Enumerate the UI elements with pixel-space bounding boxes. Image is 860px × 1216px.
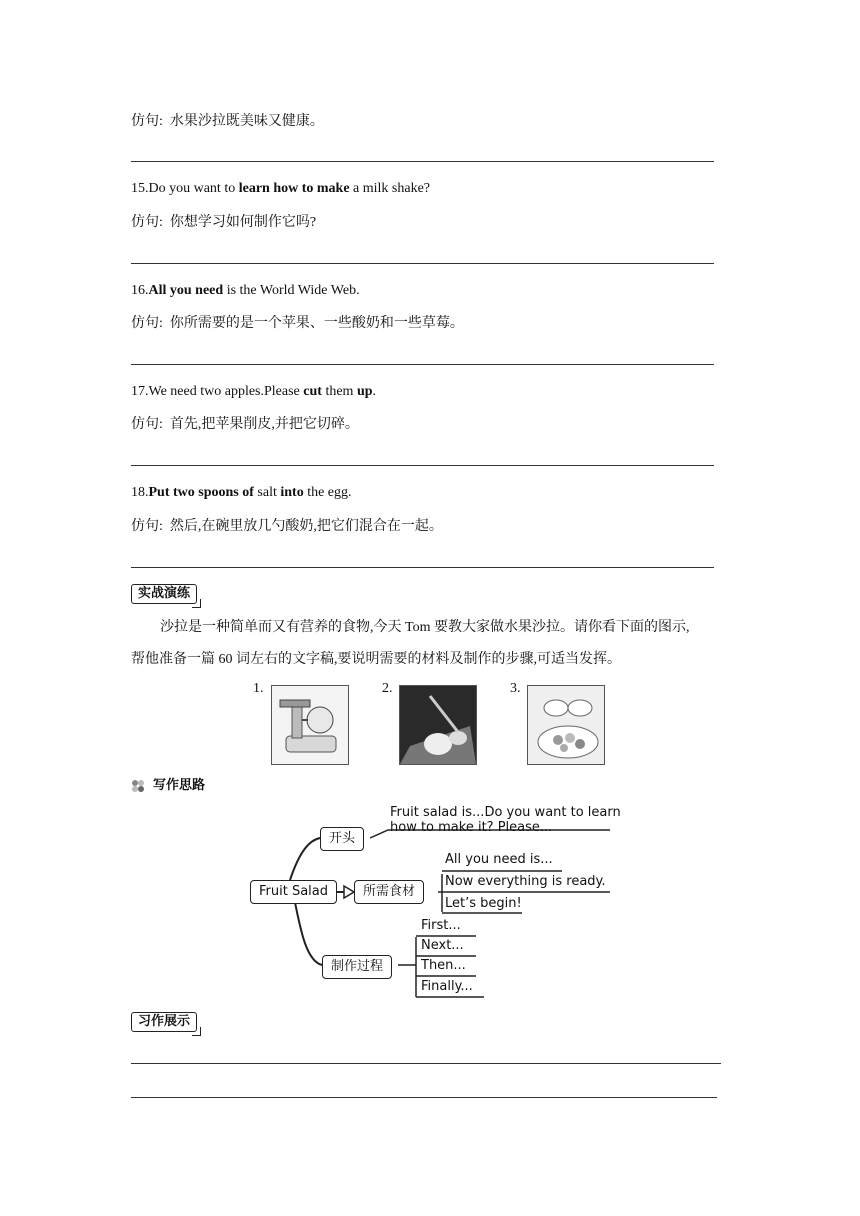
fruit-salad-picture (527, 685, 605, 765)
prompt-label: 仿句: (131, 417, 163, 432)
apple-peeler-picture (271, 685, 349, 765)
practice-line1: 沙拉是一种简单而又有营养的食物,今天 Tom 要教大家做水果沙拉。请你看下面的图示, (160, 620, 690, 635)
mindmap-ingredient: All you need is... (445, 852, 553, 867)
mindmap-step: Next... (421, 938, 464, 953)
dots-icon (131, 779, 145, 793)
prompt-text: 你所需要的是一个苹果、一些酸奶和一些草莓。 (169, 316, 464, 331)
cutting-fruit-picture (399, 685, 477, 765)
q16-prompt (131, 315, 464, 333)
picture-number: 1. (253, 681, 264, 696)
mindmap-branch-process: 制作过程 (322, 955, 392, 979)
mindmap-step: First... (421, 918, 461, 933)
writing-line[interactable] (131, 1097, 717, 1098)
mindmap-ingredient: Now everything is ready. (445, 874, 606, 889)
answer-line[interactable] (131, 161, 714, 162)
mindmap-step: Finally... (421, 979, 473, 994)
mindmap-ingredient: Let’s begin! (445, 896, 522, 911)
ideas-heading: 写作思路 (153, 778, 206, 793)
q17-prompt (131, 416, 359, 434)
mindmap-center: Fruit Salad (250, 880, 337, 904)
q15-sentence: 15.Do you want to learn how to make a milk shake? (131, 181, 431, 196)
q14-prompt (131, 113, 324, 131)
practice-heading: 实战演练 (131, 584, 197, 604)
prompt-label: 仿句: (131, 316, 163, 331)
mindmap-branch-opening: 开头 (320, 827, 364, 851)
writing-line[interactable] (131, 1063, 721, 1064)
answer-line[interactable] (131, 567, 714, 568)
mindmap-opening-text: Fruit salad is...Do you want to learn (390, 805, 621, 820)
mindmap-step: Then... (421, 958, 466, 973)
showcase-heading: 习作展示 (131, 1012, 197, 1032)
prompt-label: 仿句: (131, 215, 163, 230)
prompt-text: 首先,把苹果削皮,并把它切碎。 (169, 417, 359, 432)
q17-sentence: 17.We need two apples.Please cut them up. (131, 384, 377, 399)
prompt-label: 仿句: (131, 114, 163, 129)
answer-line[interactable] (131, 465, 714, 466)
prompt-text: 然后,在碗里放几勺酸奶,把它们混合在一起。 (169, 519, 443, 534)
q16-sentence: 16.All you need is the World Wide Web. (131, 283, 360, 298)
answer-line[interactable] (131, 263, 714, 264)
prompt-label: 仿句: (131, 519, 163, 534)
practice-line2: 帮他准备一篇 60 词左右的文字稿,要说明需要的材料及制作的步骤,可适当发挥。 (131, 652, 621, 667)
q18-sentence: 18.Put two spoons of salt into the egg. (131, 485, 352, 500)
prompt-text: 你想学习如何制作它吗? (169, 215, 317, 230)
mindmap-branch-ingredients: 所需食材 (354, 880, 424, 904)
answer-line[interactable] (131, 364, 714, 365)
q15-prompt (131, 214, 316, 232)
q18-prompt (131, 518, 443, 536)
prompt-text: 水果沙拉既美味又健康。 (169, 114, 324, 129)
mindmap-opening-text: how to make it? Please... (390, 820, 553, 835)
picture-number: 2. (382, 681, 393, 696)
picture-number: 3. (510, 681, 521, 696)
